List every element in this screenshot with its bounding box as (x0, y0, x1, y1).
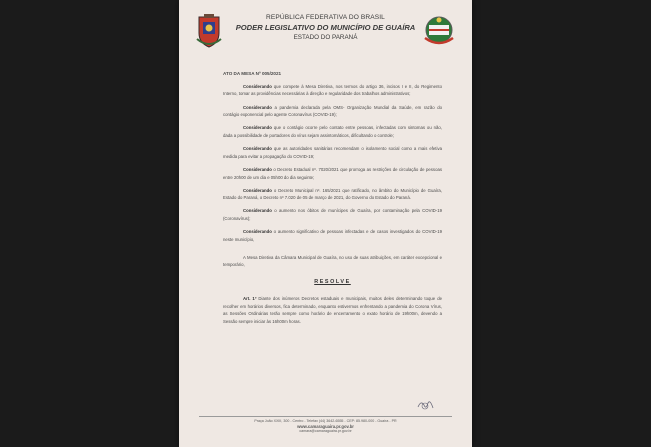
footer-email: camara@camaraguaira.pr.gov.br (299, 429, 352, 433)
whereas-lead: Considerando (243, 229, 272, 235)
chamber-emblem-icon (423, 14, 455, 47)
whereas-lead: Considerando (243, 187, 272, 193)
footer-divider (199, 416, 452, 417)
whereas-lead: Considerando (243, 208, 272, 214)
document-body (223, 70, 442, 331)
whereas-paragraph (223, 166, 442, 181)
whereas-lead: Considerando (243, 104, 272, 110)
whereas-paragraph (223, 228, 442, 243)
whereas-paragraph (223, 104, 442, 119)
whereas-paragraph (223, 124, 442, 139)
whereas-paragraph (223, 187, 442, 202)
whereas-lead: Considerando (243, 166, 272, 172)
header-legislative: PODER LEGISLATIVO DO MUNICÍPIO DE GUAÍRA (235, 23, 416, 32)
document-page (179, 0, 472, 447)
footer-address: Praça João XXIII, 300 - Centro - Telefax (44) 3642-6555 - CEP: 85.980-000 - Guaíra - PR (254, 419, 397, 423)
whereas-paragraph (223, 83, 442, 98)
signature-mark-icon (416, 398, 436, 412)
header-republic: REPÚBLICA FEDERATIVA DO BRASIL (266, 14, 385, 21)
header-state: ESTADO DO PARANÁ (293, 34, 358, 41)
resolve-heading: RESOLVE (314, 279, 351, 286)
whereas-text: que as autoridades sanitárias recomendam o isolamento social como a mais efetiva medida para evitar a propagação do COVID-19; (223, 146, 442, 159)
article-text: Diante dos inúmeros Decretos estaduais e municipais, muitos deles determinando toque de recolher em horários diversos, fica determinado, enquanto estivermos enfrentando a pandemia do Corona Vírus, as Sessões Ordinárias terão sempre como horário de encerramento o exato horário de 19h00m, devendo a Sessão sempre iniciar às 16h00m horas. (223, 295, 442, 324)
board-statement: A Mesa Diretiva da Câmara Municipal de Guaíra, no uso de suas atribuições, em caráter excepcional e temporário, (223, 254, 442, 268)
article-lead: Art. 1º (243, 295, 257, 301)
footer-website: www.camaraguaira.pr.gov.br (297, 424, 354, 429)
article-1 (223, 295, 442, 326)
footer (179, 419, 472, 434)
whereas-text: o aumento significativo de pessoas infectadas e de casos investigados do COVID-19 neste município, (223, 229, 442, 242)
letterhead (179, 12, 472, 52)
whereas-text: o Decreto Estadual nº. 7020/2021 que prorroga as restrições de circulação de pessoas entre 20h00 de um dia e 05h00 do dia seguinte; (223, 166, 442, 180)
whereas-lead: Considerando (243, 146, 272, 152)
whereas-text: o Decreto Municipal nº. 165/2021 que ratificado, no âmbito do Município de Guaíra, Estado do Paraná, o Decreto nº 7.020 de 05 de março de 2021, do Governo do Estado do Paraná. (223, 187, 442, 201)
whereas-lead: Considerando (243, 83, 272, 89)
act-title: ATO DA MESA Nº 005/2021 (223, 71, 282, 76)
whereas-lead: Considerando (243, 125, 272, 131)
whereas-text: que compete à Mesa Diretiva, nos termos do artigo 36, incisos I e II, do Regimento Interno, tomar as providências necessárias à direção e regularidade dos trabalhos administrativos; (223, 83, 442, 97)
whereas-text: que o contágio ocorre pelo contato entre pessoas, infectadas com sintomas ou não, dada a possibilidade de portadores do vírus sejam assintomáticos, dificultando o controle; (223, 125, 442, 138)
whereas-paragraph (223, 207, 442, 222)
whereas-text: o aumento nos óbitos de munícipes de Guaíra, por contaminação pela COVID-19 (Coronavírus); (223, 208, 442, 222)
whereas-paragraph (223, 145, 442, 160)
whereas-text: a pandemia declarada pela OMS- Organização Mundial da Saúde, em razão do contágio exponencial pelo agente Coronavírus (COVID-19); (223, 104, 442, 118)
